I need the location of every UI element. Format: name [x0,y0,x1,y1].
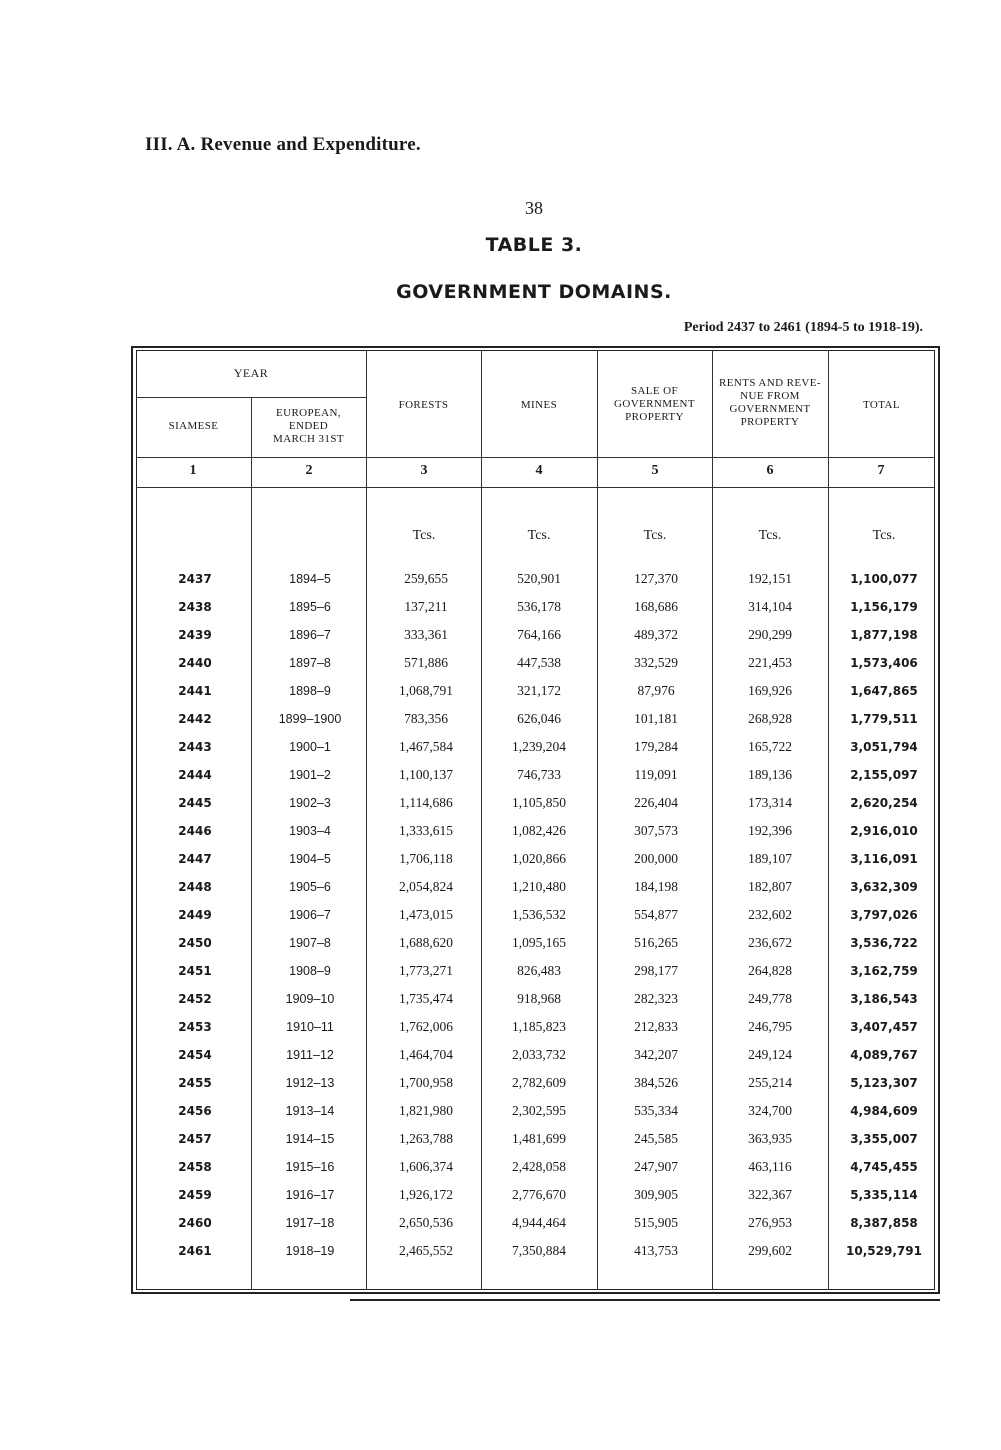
cell-siamese-year: 2444 [178,768,212,782]
cell-siamese-year: 2445 [178,796,212,810]
header-european [251,407,366,446]
cell-siamese-year: 2441 [178,684,212,698]
cell-forests: 137,211 [404,599,448,614]
table-title: TABLE 3. [485,234,583,256]
cell-forests: 1,068,791 [399,683,453,698]
cell-mines: 764,166 [517,627,561,642]
cell-european-year: 1903–4 [289,824,331,838]
header-divider [136,487,935,488]
cell-sale: 554,877 [634,907,678,922]
cell-total: 3,536,722 [850,936,918,950]
cell-european-year: 1905–6 [289,880,331,894]
cell-siamese-year: 2439 [178,628,212,642]
cell-siamese-year: 2461 [178,1244,212,1258]
cell-total: 2,155,097 [850,768,918,782]
column-number: 5 [651,463,659,478]
cell-rents: 290,299 [748,627,792,642]
cell-european-year: 1907–8 [289,936,331,950]
cell-siamese-year: 2437 [178,572,212,586]
column-number: 4 [535,463,543,478]
cell-total: 1,647,865 [850,684,918,698]
cell-total: 3,407,457 [850,1020,918,1034]
cell-mines: 2,782,609 [512,1075,566,1090]
header-forests: FORESTS [398,399,449,411]
cell-mines: 2,776,670 [512,1187,566,1202]
cell-rents: 173,314 [748,795,792,810]
header-sale-line: PROPERTY [625,411,684,423]
cell-mines: 626,046 [517,711,561,726]
cell-sale: 179,284 [634,739,678,754]
cell-forests: 1,100,137 [399,767,453,782]
cell-sale: 127,370 [634,571,678,586]
cell-forests: 783,356 [404,711,448,726]
cell-siamese-year: 2449 [178,908,212,922]
cell-siamese-year: 2443 [178,740,212,754]
page-number: 38 [525,198,543,218]
cell-sale: 226,404 [634,795,678,810]
cell-european-year: 1917–18 [285,1216,335,1230]
cell-sale: 309,905 [634,1187,678,1202]
cell-total: 5,335,114 [850,1188,918,1202]
cell-total: 2,916,010 [850,824,918,838]
table-subtitle: GOVERNMENT DOMAINS. [396,281,672,303]
header-rents-line: PROPERTY [740,416,800,428]
cell-mines: 1,536,532 [512,907,566,922]
cell-total: 3,355,007 [850,1132,918,1146]
cell-european-year: 1902–3 [289,796,331,810]
cell-siamese-year: 2455 [178,1076,212,1090]
cell-forests: 1,467,584 [399,739,453,754]
cell-forests: 2,650,536 [399,1215,453,1230]
cell-forests: 1,263,788 [399,1131,453,1146]
cell-forests: 1,706,118 [399,851,453,866]
cell-european-year: 1914–15 [285,1132,335,1146]
cell-rents: 324,700 [748,1103,792,1118]
header-rents-line: NUE FROM [740,390,800,402]
cell-sale: 307,573 [634,823,678,838]
header-european-line: EUROPEAN, [275,407,342,419]
cell-forests: 1,735,474 [399,991,453,1006]
cell-total: 1,877,198 [850,628,918,642]
cell-mines: 536,178 [517,599,561,614]
cell-mines: 1,105,850 [512,795,566,810]
cell-forests: 1,114,686 [399,795,453,810]
column-number: 3 [420,463,428,478]
cell-european-year: 1895–6 [289,600,331,614]
cell-sale: 87,976 [637,683,675,698]
column-number: 2 [305,463,313,478]
cell-forests: 1,333,615 [399,823,453,838]
cell-forests: 1,688,620 [399,935,453,950]
cell-sale: 282,323 [634,991,678,1006]
header-rents [712,377,828,429]
cell-forests: 1,821,980 [399,1103,453,1118]
cell-total: 4,745,455 [850,1160,918,1174]
table-base-rule [350,1299,940,1301]
column-number: 1 [189,463,197,478]
cell-forests: 1,464,704 [399,1047,453,1062]
cell-european-year: 1898–9 [289,684,331,698]
cell-total: 1,779,511 [850,712,918,726]
cell-total: 3,162,759 [850,964,918,978]
cell-siamese-year: 2453 [178,1020,212,1034]
cell-european-year: 1901–2 [289,768,331,782]
cell-rents: 276,953 [748,1215,792,1230]
cell-total: 4,089,767 [850,1048,918,1062]
column-divider [597,350,598,1290]
cell-rents: 246,795 [748,1019,792,1034]
cell-rents: 249,124 [748,1047,792,1062]
header-total: TOTAL [863,399,900,411]
cell-sale: 342,207 [634,1047,678,1062]
cell-forests: 333,361 [404,627,448,642]
header-divider [136,457,935,458]
column-divider [251,397,252,1290]
column-number: 6 [766,463,774,478]
cell-mines: 2,302,595 [512,1103,566,1118]
cell-forests: 1,473,015 [399,907,453,922]
column-divider [828,350,829,1290]
cell-european-year: 1896–7 [289,628,331,642]
cell-european-year: 1916–17 [285,1188,335,1202]
cell-european-year: 1913–14 [285,1104,335,1118]
cell-siamese-year: 2456 [178,1104,212,1118]
cell-mines: 826,483 [517,963,561,978]
cell-sale: 384,526 [634,1075,678,1090]
cell-forests: 2,054,824 [399,879,453,894]
cell-rents: 165,722 [748,739,792,754]
cell-forests: 571,886 [404,655,448,670]
cell-siamese-year: 2459 [178,1188,212,1202]
cell-mines: 2,428,058 [512,1159,566,1174]
header-year: YEAR [233,366,269,380]
cell-rents: 363,935 [748,1131,792,1146]
cell-rents: 314,104 [748,599,792,614]
cell-siamese-year: 2440 [178,656,212,670]
header-european-line: ENDED [288,420,329,432]
cell-siamese-year: 2454 [178,1048,212,1062]
header-sale-line: SALE OF [630,385,679,397]
cell-forests: 1,773,271 [399,963,453,978]
column-divider [481,350,482,1290]
cell-sale: 413,753 [634,1243,678,1258]
cell-total: 1,156,179 [850,600,918,614]
unit-label: Tcs. [527,528,551,543]
cell-forests: 1,926,172 [399,1187,453,1202]
header-european-line: MARCH 31ST [273,433,344,445]
table-inner-border [136,350,935,1290]
cell-mines: 1,481,699 [512,1131,566,1146]
header-rents-line: GOVERNMENT [729,403,811,415]
section-heading: III. A. Revenue and Expenditure. [145,134,421,155]
cell-european-year: 1918–19 [285,1244,335,1258]
cell-total: 3,632,309 [850,880,918,894]
cell-siamese-year: 2450 [178,936,212,950]
cell-sale: 515,905 [634,1215,678,1230]
cell-siamese-year: 2452 [178,992,212,1006]
cell-rents: 463,116 [748,1159,792,1174]
column-divider [712,350,713,1290]
cell-total: 3,051,794 [850,740,918,754]
header-sale-line: GOVERNMENT [614,398,695,410]
header-siamese: SIAMESE [168,420,219,432]
cell-total: 1,100,077 [850,572,918,586]
cell-rents: 264,828 [748,963,792,978]
cell-mines: 1,239,204 [512,739,566,754]
cell-mines: 746,733 [517,767,561,782]
cell-forests: 1,606,374 [399,1159,453,1174]
cell-mines: 2,033,732 [512,1047,566,1062]
cell-forests: 2,465,552 [399,1243,453,1258]
cell-european-year: 1912–13 [285,1076,335,1090]
cell-european-year: 1911–12 [286,1048,334,1062]
cell-total: 3,116,091 [850,852,918,866]
cell-forests: 259,655 [404,571,448,586]
cell-rents: 169,926 [748,683,792,698]
cell-total: 3,797,026 [850,908,918,922]
cell-rents: 299,602 [748,1243,792,1258]
cell-sale: 245,585 [634,1131,678,1146]
cell-mines: 520,901 [517,571,561,586]
cell-european-year: 1900–1 [289,740,331,754]
header-rents-line: RENTS AND REVE- [719,377,821,389]
cell-european-year: 1908–9 [289,964,331,978]
cell-siamese-year: 2451 [178,964,212,978]
cell-sale: 101,181 [634,711,678,726]
cell-rents: 322,367 [748,1187,792,1202]
column-divider [366,350,367,1290]
cell-mines: 1,185,823 [512,1019,566,1034]
period-range: Period 2437 to 2461 (1894-5 to 1918-19). [683,320,923,335]
cell-mines: 1,082,426 [512,823,566,838]
cell-siamese-year: 2448 [178,880,212,894]
cell-total: 4,984,609 [850,1104,918,1118]
cell-rents: 221,453 [748,655,792,670]
unit-label: Tcs. [872,528,896,543]
header-mines: MINES [520,399,558,411]
cell-rents: 249,778 [748,991,792,1006]
cell-mines: 1,095,165 [512,935,566,950]
cell-siamese-year: 2447 [178,852,212,866]
cell-european-year: 1915–16 [285,1160,335,1174]
cell-sale: 212,833 [634,1019,678,1034]
cell-sale: 184,198 [634,879,678,894]
cell-siamese-year: 2457 [178,1132,212,1146]
cell-rents: 182,807 [748,879,792,894]
cell-rents: 192,396 [748,823,792,838]
cell-siamese-year: 2460 [178,1216,212,1230]
cell-sale: 247,907 [634,1159,678,1174]
cell-siamese-year: 2446 [178,824,212,838]
cell-total: 1,573,406 [850,656,918,670]
cell-total: 5,123,307 [850,1076,918,1090]
cell-european-year: 1906–7 [289,908,331,922]
cell-total: 10,529,791 [846,1244,922,1258]
cell-mines: 4,944,464 [512,1215,566,1230]
cell-total: 8,387,858 [850,1216,918,1230]
cell-mines: 918,968 [517,991,561,1006]
cell-rents: 192,151 [748,571,792,586]
cell-rents: 268,928 [748,711,792,726]
cell-total: 3,186,543 [850,992,918,1006]
cell-mines: 1,020,866 [512,851,566,866]
cell-european-year: 1910–11 [286,1020,334,1034]
cell-european-year: 1904–5 [289,852,331,866]
header-divider [136,397,366,398]
cell-siamese-year: 2442 [178,712,212,726]
cell-forests: 1,762,006 [399,1019,453,1034]
cell-rents: 236,672 [748,935,792,950]
cell-european-year: 1897–8 [289,656,331,670]
cell-european-year: 1909–10 [285,992,335,1006]
cell-sale: 535,334 [634,1103,678,1118]
cell-mines: 1,210,480 [512,879,566,894]
cell-mines: 321,172 [517,683,561,698]
cell-sale: 168,686 [634,599,678,614]
column-number: 7 [877,463,885,478]
cell-sale: 200,000 [634,851,678,866]
cell-mines: 7,350,884 [512,1243,566,1258]
unit-label: Tcs. [643,528,667,543]
cell-siamese-year: 2438 [178,600,212,614]
cell-mines: 447,538 [517,655,561,670]
header-sale [597,385,712,424]
cell-sale: 516,265 [634,935,678,950]
cell-total: 2,620,254 [850,796,918,810]
cell-rents: 189,136 [748,767,792,782]
cell-european-year: 1899–1900 [278,712,342,726]
cell-forests: 1,700,958 [399,1075,453,1090]
cell-rents: 255,214 [748,1075,792,1090]
cell-sale: 332,529 [634,655,678,670]
unit-label: Tcs. [412,528,436,543]
cell-european-year: 1894–5 [289,572,331,586]
cell-sale: 298,177 [634,963,678,978]
cell-siamese-year: 2458 [178,1160,212,1174]
unit-label: Tcs. [758,528,782,543]
cell-rents: 232,602 [748,907,792,922]
cell-sale: 489,372 [634,627,678,642]
cell-sale: 119,091 [634,767,678,782]
cell-rents: 189,107 [748,851,792,866]
